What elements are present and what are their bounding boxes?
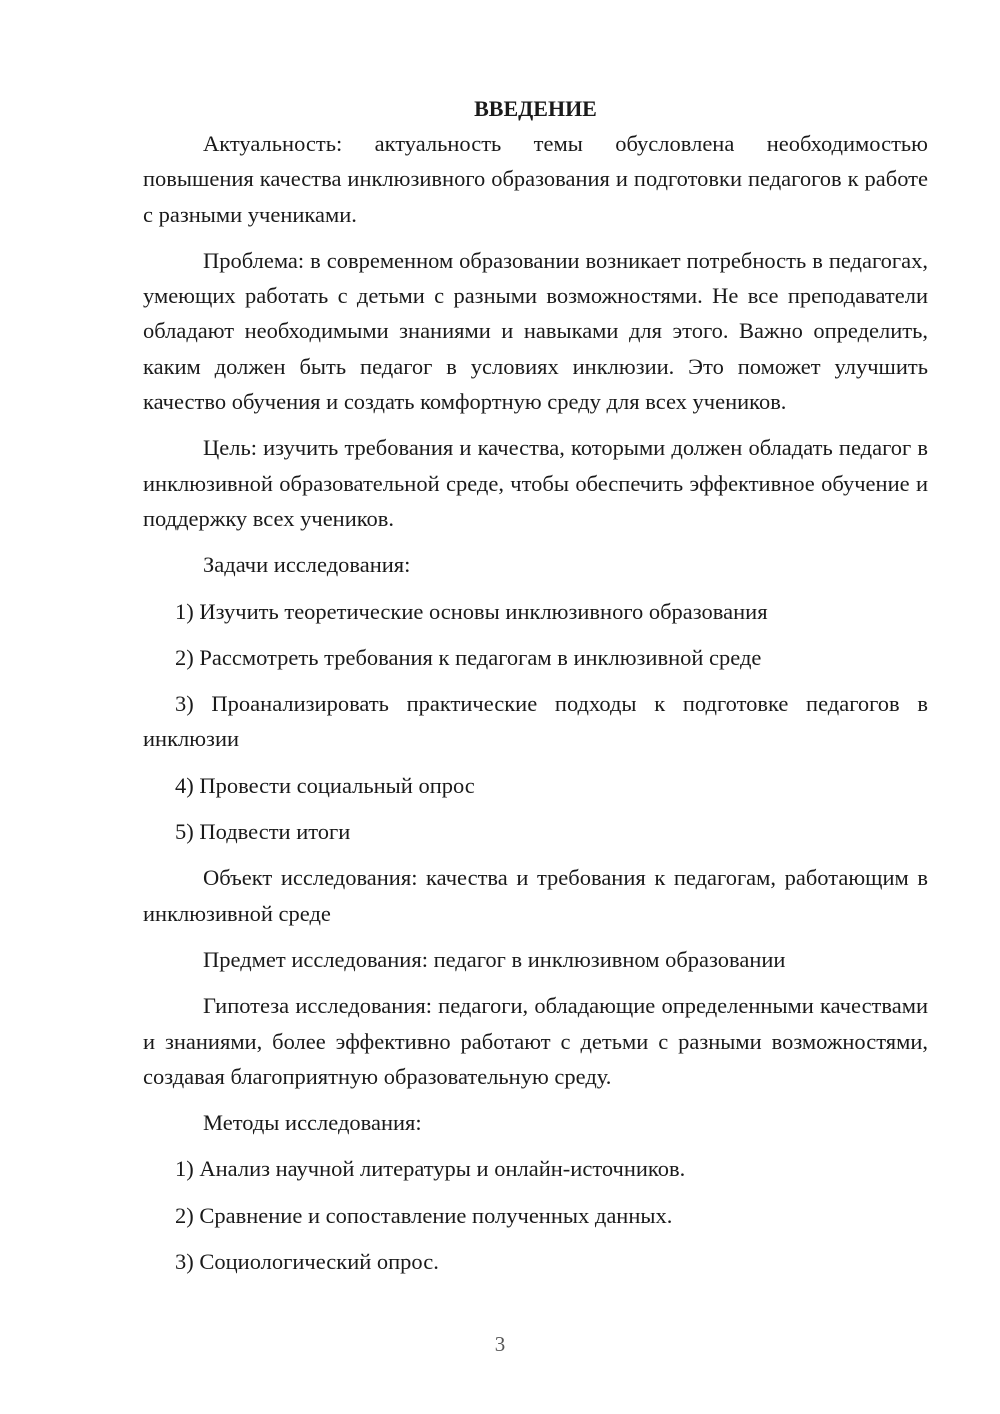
task-item-4: 4) Провести социальный опрос xyxy=(175,772,475,798)
task-item-3: 3) Проанализировать практические подходы к подготовке педагогов в инклюзии xyxy=(143,691,928,752)
tasks-heading: Задачи исследования: xyxy=(203,552,411,578)
paragraph-hypothesis: Гипотеза исследования: педагоги, обладающие определенными качествами и знаниями, более эффективно работают с детьми с разными возможностями, создавая благоприятную образовательную среду. xyxy=(143,993,928,1089)
section-title: ВВЕДЕНИЕ xyxy=(474,96,597,121)
paragraph-subject: Предмет исследования: педагог в инклюзивном образовании xyxy=(203,946,786,972)
task-item-2: 2) Рассмотреть требования к педагогам в инклюзивной среде xyxy=(175,644,762,670)
method-item-3: 3) Социологический опрос. xyxy=(175,1249,439,1275)
paragraph-relevance: Актуальность: актуальность темы обусловлена необходимостью повышения качества инклюзивного образования и подготовки педагогов к работе с разными учениками. xyxy=(143,131,928,227)
task-item-1: 1) Изучить теоретические основы инклюзивного образования xyxy=(175,598,768,624)
paragraph-problem: Проблема: в современном образовании возникает потребность в педагогах, умеющих работать с детьми с разными возможностями. Не все преподаватели обладают необходимыми знаниями и навыками для этого. Важно определить, каким должен быть педагог в условиях инклюзии. Это поможет улучшить качество обучения и создать комфортную среду для всех учеников. xyxy=(143,247,928,415)
method-item-2: 2) Сравнение и сопоставление полученных данных. xyxy=(175,1202,673,1228)
methods-heading: Методы исследования: xyxy=(203,1110,422,1136)
document-page xyxy=(143,92,928,1290)
paragraph-goal: Цель: изучить требования и качества, которыми должен обладать педагог в инклюзивной образовательной среде, чтобы обеспечить эффективное обучение и поддержку всех учеников. xyxy=(143,435,928,531)
method-item-1: 1) Анализ научной литературы и онлайн-источников. xyxy=(175,1156,686,1182)
page-number: 3 xyxy=(494,1332,506,1356)
paragraph-object: Объект исследования: качества и требования к педагогам, работающим в инклюзивной среде xyxy=(143,865,928,926)
task-item-5: 5) Подвести итоги xyxy=(175,819,351,845)
